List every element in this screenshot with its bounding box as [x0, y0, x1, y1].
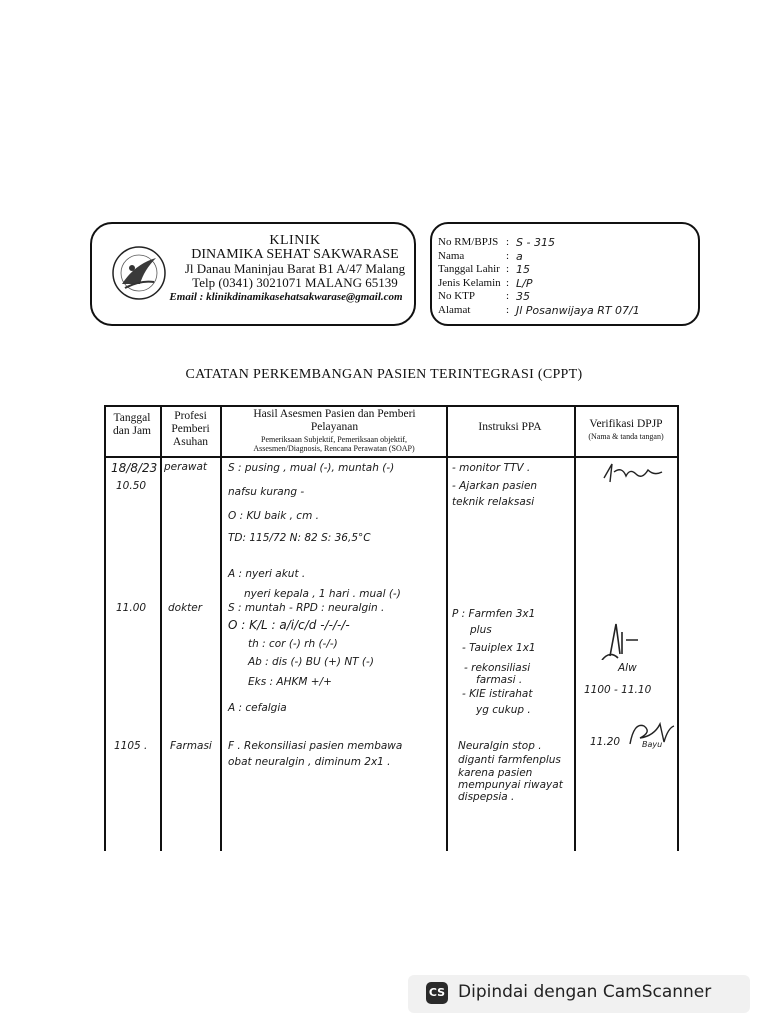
header-verifikasi-sub: (Nama & tanda tangan) [588, 432, 664, 441]
patient-field-value: Jl Posanwijaya RT 07/1 [516, 303, 640, 317]
soap-line: nafsu kurang - [228, 486, 305, 498]
patient-field-value: 15 [516, 263, 530, 276]
clinic-title: KLINIK [269, 233, 321, 248]
document-title: CATATAN PERKEMBANGAN PASIEN TERINTEGRASI (CPPT) [185, 367, 583, 382]
header-profesi: Profesi Pemberi Asuhan [171, 410, 210, 448]
clinic-address: Jl Danau Maninjau Barat B1 A/47 Malang [184, 261, 406, 276]
clinic-phone: Telp (0341) 3021071 MALANG 65139 [192, 275, 398, 290]
soap-line: F . Rekonsiliasi pasien membawa [228, 740, 403, 752]
soap-line: A : nyeri akut . [228, 568, 306, 580]
instruksi-line: - monitor TTV . [452, 462, 531, 474]
patient-field-colon: : [506, 263, 510, 275]
table-border-top [104, 405, 678, 407]
patient-field-label: Alamat [438, 303, 471, 316]
patient-field-label: No KTP [438, 290, 475, 302]
patient-field-row [438, 290, 640, 304]
soap-line: O : K/L : a/i/c/d -/-/-/- [228, 618, 350, 632]
instruksi-line: karena pasien [458, 767, 533, 779]
table-col-line [446, 405, 448, 851]
patient-field-label: Jenis Kelamin [438, 276, 501, 289]
camscanner-icon: CS [426, 982, 448, 1004]
camscanner-label: Dipindai dengan CamScanner [458, 982, 712, 1002]
verifikasi-time: 11.20 [590, 736, 621, 748]
entry-time: 10.50 [116, 480, 147, 492]
clinic-email: Email : klinikdinamikasehatsakwarase@gmail.com [169, 291, 403, 303]
patient-field-row [438, 304, 640, 318]
patient-field-value: S - 315 [516, 236, 555, 249]
instruksi-line: Neuralgin stop . [458, 740, 542, 752]
table-col-line [220, 405, 222, 851]
table-col-line [160, 405, 162, 851]
instruksi-line: farmasi . [476, 674, 523, 686]
instruksi-line: mempunyai riwayat [458, 779, 563, 791]
soap-line: th : cor (-) rh (-/-) [248, 638, 338, 650]
verifikasi-signature-icon [596, 620, 666, 660]
instruksi-line: - Ajarkan pasien [452, 480, 538, 492]
header-hasil: Hasil Asesmen Pasien dan Pemberi Pelayanan [253, 408, 416, 433]
header-hasil-sub: Pemeriksaan Subjektif, Pemeriksaan objektif, Assesmen/Diagnosis, Rencana Perawatan (SOAP) [253, 435, 415, 453]
soap-line: O : KU baik , cm . [228, 510, 319, 522]
entry-profesi: dokter [168, 602, 203, 614]
instruksi-line: - rekonsiliasi [464, 662, 531, 674]
patient-field-colon: : [506, 303, 510, 316]
table-col-line [104, 405, 106, 851]
patient-field-row [438, 236, 640, 250]
instruksi-line: yg cukup . [476, 704, 531, 716]
patient-field-row [438, 263, 640, 277]
patient-field-colon: : [506, 290, 510, 302]
clinic-name: DINAMIKA SEHAT SAKWARASE [191, 247, 399, 262]
patient-field-label: No RM/BPJS [438, 236, 499, 248]
instruksi-line: P : Farmfen 3x1 [452, 608, 536, 620]
patient-fields [438, 236, 640, 317]
soap-line: A : cefalgia [228, 702, 287, 714]
instruksi-line: - KIE istirahat [462, 688, 533, 700]
verifikasi-time: 1100 - 11.10 [584, 684, 652, 696]
entry-date: 18/8/23 [111, 461, 158, 475]
patient-field-label: Nama [438, 249, 465, 262]
patient-field-colon: : [506, 236, 510, 248]
instruksi-line: dispepsia . [458, 791, 515, 803]
verifikasi-name: Bayu [642, 740, 663, 749]
table-col-line [677, 405, 679, 851]
entry-profesi: perawat [164, 461, 208, 473]
soap-line: TD: 115/72 N: 82 S: 36,5°C [228, 532, 371, 544]
table-col-line [574, 405, 576, 851]
patient-field-colon: : [506, 249, 510, 262]
table-header-divider [104, 456, 678, 458]
patient-field-row [438, 277, 640, 291]
soap-line: S : muntah - RPD : neuralgin . [228, 602, 385, 614]
patient-field-value: L/P [516, 276, 533, 290]
patient-field-colon: : [506, 276, 510, 289]
patient-field-value: a [516, 249, 523, 263]
instruksi-line: teknik relaksasi [452, 496, 535, 508]
soap-line: obat neuralgin , diminum 2x1 . [228, 756, 391, 768]
header-instruksi: Instruksi PPA [478, 421, 542, 433]
instruksi-line: diganti farmfenplus [458, 754, 561, 766]
soap-line: Ab : dis (-) BU (+) NT (-) [248, 656, 374, 668]
patient-field-label: Tanggal Lahir [438, 263, 500, 275]
header-tanggal: Tanggal dan Jam [112, 412, 151, 437]
soap-line: Eks : AHKM +/+ [248, 676, 332, 688]
entry-time: 1105 . [114, 740, 148, 752]
soap-line: S : pusing , mual (-), muntah (-) [228, 462, 395, 474]
instruksi-line: - Tauiplex 1x1 [462, 642, 536, 654]
patient-field-value: 35 [516, 290, 530, 303]
clinic-info [169, 233, 415, 304]
soap-line: nyeri kepala , 1 hari . mual (-) [244, 588, 401, 600]
entry-time: 11.00 [116, 602, 147, 614]
verifikasi-name: Alw [618, 662, 637, 674]
entry-profesi: Farmasi [170, 740, 212, 752]
instruksi-line: plus [470, 624, 492, 636]
verifikasi-signature-icon [600, 458, 670, 488]
patient-field-row [438, 250, 640, 264]
header-verifikasi: Verifikasi DPJP [589, 418, 663, 430]
